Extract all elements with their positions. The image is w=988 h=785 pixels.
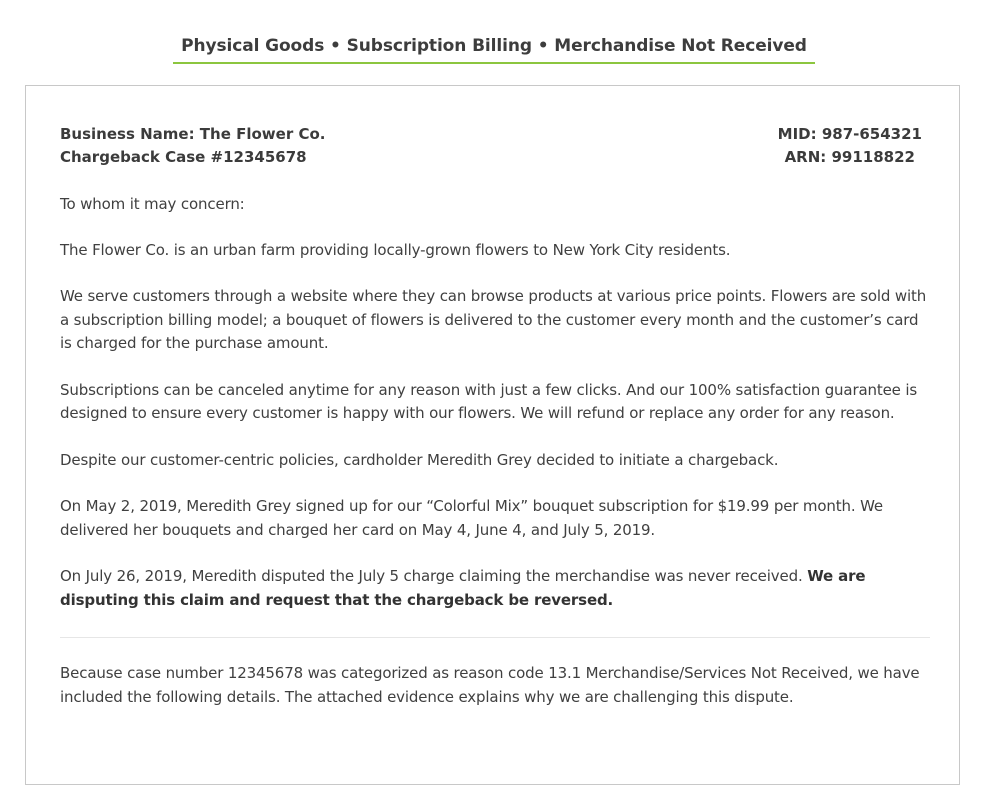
meta-left	[60, 123, 325, 169]
letter-body	[60, 123, 930, 709]
paragraph-policy: Subscriptions can be canceled anytime for any reason with just a few clicks. And our 100% satisfaction guarantee is designed to ensure every customer is happy with our flowers. We will refund or replace any order for any reason.	[60, 380, 918, 422]
dispute-request: We are disputing this claim and request that the chargeback be reversed.	[60, 567, 866, 609]
paragraph-timeline: On May 2, 2019, Meredith Grey signed up for our “Colorful Mix” bouquet subscription for $19.99 per month. We delivered her bouquets and charged her card on May 4, June 4, and July 5, 2019.	[60, 497, 883, 539]
arn-number: ARN: 99118822	[784, 148, 915, 166]
meta-right	[778, 123, 930, 169]
business-name: Business Name: The Flower Co.	[60, 125, 326, 143]
paragraph-chargeback: Despite our customer-centric policies, cardholder Meredith Grey decided to initiate a chargeback.	[60, 450, 779, 469]
page-header	[0, 36, 988, 64]
mid-number: MID: 987-654321	[777, 125, 922, 143]
dispute-letter	[25, 85, 960, 785]
paragraph-intro: The Flower Co. is an urban farm providing locally-grown flowers to New York City residents.	[60, 240, 731, 259]
page-title: Physical Goods • Subscription Billing • Merchandise Not Received	[173, 36, 815, 64]
letter-meta	[60, 123, 930, 169]
paragraph-reason-code: Because case number 12345678 was categorized as reason code 13.1 Merchandise/Services Not Received, we have included the following details. The attached evidence explains why we are challenging this dispute.	[60, 664, 920, 706]
paragraph-dispute	[60, 565, 930, 612]
dispute-text: On July 26, 2019, Meredith disputed the July 5 charge claiming the merchandise was never received.	[60, 567, 808, 585]
paragraph-business-model: We serve customers through a website where they can browse products at various price points. Flowers are sold with a subscription billing model; a bouquet of flowers is delivered to the customer every month and the customer’s card is charged for the purchase amount.	[60, 287, 927, 352]
case-number: Chargeback Case #12345678	[60, 148, 307, 166]
salutation: To whom it may concern:	[60, 195, 245, 213]
section-divider	[60, 637, 930, 638]
